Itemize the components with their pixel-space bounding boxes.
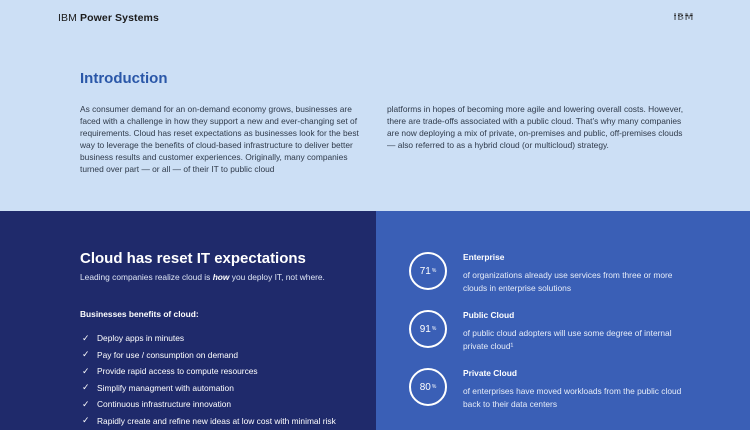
stat-description: of public cloud adopters will use some degree of internal private cloud¹ xyxy=(463,328,672,351)
brand-name: Power Systems xyxy=(80,12,159,24)
brand-title xyxy=(58,12,159,24)
benefit-label: Deploy apps in minutes xyxy=(97,333,185,344)
benefit-label: Provide rapid access to compute resources xyxy=(97,366,258,377)
benefit-list xyxy=(82,330,336,429)
cloud-subtitle-before: Leading companies realize cloud is xyxy=(80,272,213,282)
stat-description: of organizations already use services from three or more clouds in enterprise solutions xyxy=(463,270,673,293)
stat-ring xyxy=(409,310,447,348)
stat-value: 71 xyxy=(419,265,431,277)
checkmark-icon: ✓ xyxy=(82,332,90,343)
ibm-logo: IBM xyxy=(673,13,694,23)
stat-description: of enterprises have moved workloads from the public cloud back to their data centers xyxy=(463,386,682,409)
benefit-item xyxy=(82,396,336,413)
stat-unit: % xyxy=(431,326,437,332)
stat-title: Enterprise xyxy=(463,252,505,262)
checkmark-icon: ✓ xyxy=(82,415,90,426)
stat-ring xyxy=(409,252,447,290)
benefit-item xyxy=(82,413,336,430)
benefit-label: Continuous infrastructure innovation xyxy=(97,399,232,410)
stat-title: Private Cloud xyxy=(463,368,517,378)
brand-prefix: IBM xyxy=(58,12,77,24)
cloud-subtitle-emphasis: how xyxy=(212,272,230,282)
intro-text-left: As consumer demand for an on-demand economy grows, businesses are faced with a challenge in how they support a new and ever-changing set of requirements. Cloud has reset expectations as businesses look for the best way to leverage the benefits of cloud-based infrastructure to deliver better business results and customer experiences. Originally, many companies turned over part — or all — of their IT to public cloud xyxy=(80,104,359,174)
stat-title: Public Cloud xyxy=(463,310,515,320)
stat-ring xyxy=(409,368,447,406)
benefit-item xyxy=(82,380,336,397)
checkmark-icon: ✓ xyxy=(82,398,90,409)
stat-value: 80 xyxy=(419,381,431,393)
cloud-subtitle-after: you deploy IT, not where. xyxy=(229,272,325,282)
stat-unit: % xyxy=(431,268,437,274)
benefit-label: Simplify managment with automation xyxy=(97,382,234,393)
checkmark-icon: ✓ xyxy=(82,365,90,376)
stat-value: 91 xyxy=(419,323,431,335)
checkmark-icon: ✓ xyxy=(82,349,90,360)
benefit-label: Pay for use / consumption on demand xyxy=(97,349,239,360)
benefit-item xyxy=(82,347,336,364)
cloud-title: Cloud has reset IT expectations xyxy=(80,250,306,267)
intro-title: Introduction xyxy=(80,70,168,87)
benefit-label: Rapidly create and refine new ideas at low cost with minimal risk xyxy=(97,415,336,426)
stat-unit: % xyxy=(431,384,437,390)
benefits-title: Businesses benefits of cloud: xyxy=(80,309,199,319)
benefit-item xyxy=(82,363,336,380)
intro-text-right: platforms in hopes of becoming more agile and lowering overall costs. However, there are trade-offs associated with a public cloud. That’s why many companies are now deploying a mix of private, on-premises and public, off-premises clouds — also referred to as a hybrid cloud (or multicloud) strategy. xyxy=(387,104,684,150)
cloud-subtitle xyxy=(80,272,325,282)
checkmark-icon: ✓ xyxy=(82,382,90,393)
benefit-item xyxy=(82,330,336,347)
